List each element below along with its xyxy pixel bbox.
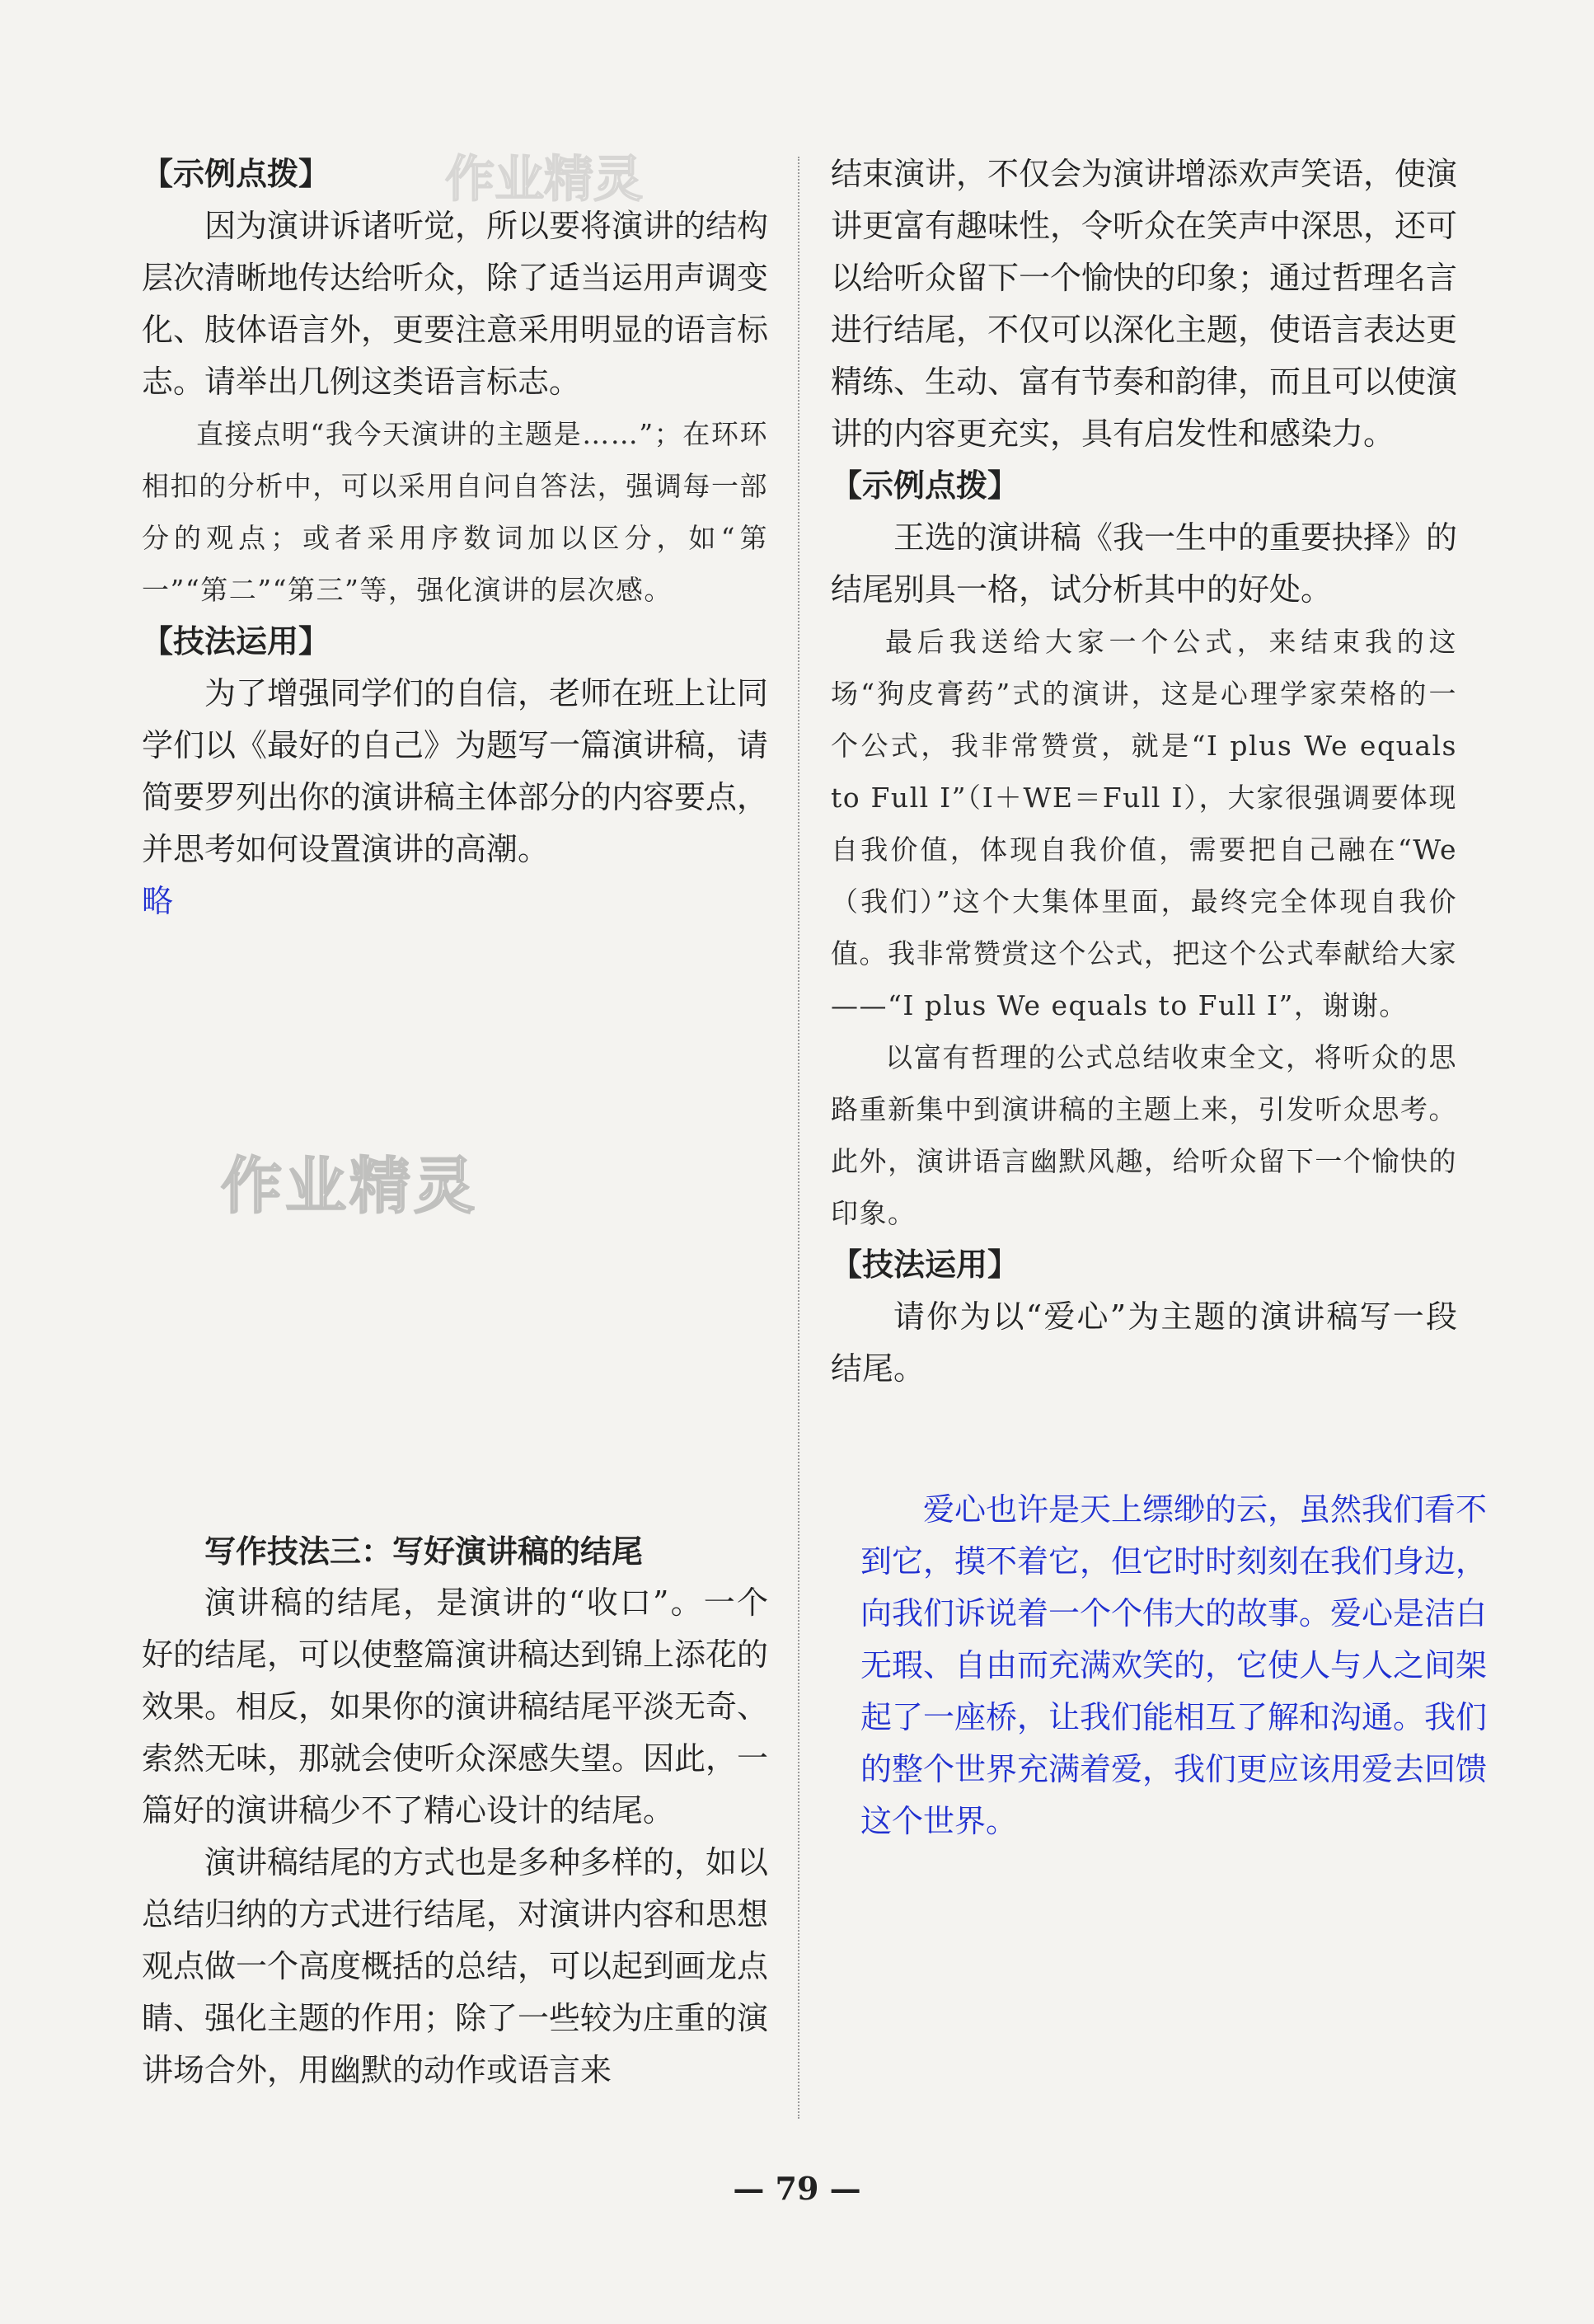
example-excerpt: 最后我送给大家一个公式，来结束我的这场“狗皮膏药”式的演讲，这是心理学家荣格的一个公式，我非常赞赏，就是“I plus We equals to Full I”（I＋WE＝Full I），大家很强调要体现自我价值，体现自我价值，需要把自己融在“We（我们）”这个大集体里面，最终完全体现自我价值。我非常赞赏这个公式，把这个公式奉献给大家——“I plus We equals to Full I”，谢谢。	[831, 626, 1457, 1021]
column-divider	[798, 157, 799, 2119]
section-header-practice: 【技法运用】	[831, 1247, 1020, 1283]
student-answer: 爱心也许是天上缥缈的云，虽然我们看不到它，摸不着它，但它时时刻刻在我们身边，向我们诉说着一个个伟大的故事。爱心是洁白无瑕、自由而充满欢笑的，它使人与人之间架起了一座桥，让我们能相互了解和沟通。我们的整个世界充满着爱，我们更应该用爱去回馈这个世界。	[860, 1491, 1488, 1839]
question-text: 因为演讲诉诸听觉，所以要将演讲的结构层次清晰地传达给听众，除了适当运用声调变化、肢体语言外，更要注意采用明显的语言标志。请举出几例这类语言标志。	[142, 208, 769, 400]
watermark-top: 作业精灵	[445, 151, 643, 209]
right-column	[831, 148, 1457, 1395]
question-text: 王选的演讲稿《我一生中的重要抉择》的结尾别具一格，试分析其中的好处。	[831, 519, 1458, 608]
body-paragraph: 演讲稿结尾的方式也是多种多样的，如以总结归纳的方式进行结尾，对演讲内容和思想观点做一个高度概括的总结，可以起到画龙点睛、强化主题的作用；除了一些较为庄重的演讲场合外，用幽默的动作或语言来	[142, 1844, 769, 2088]
student-answer-block	[860, 1484, 1487, 1847]
body-paragraph-continued: 结束演讲，不仅会为演讲增添欢声笑语，使演讲更富有趣味性，令听众在笑声中深思，还可以给听众留下一个愉快的印象；通过哲理名言进行结尾，不仅可以深化主题，使语言表达更精练、生动、富有节奏和韵律，而且可以使演讲的内容更充实，具有启发性和感染力。	[831, 156, 1458, 452]
left-column	[142, 148, 768, 927]
section-header-practice: 【技法运用】	[142, 623, 331, 660]
question-text: 为了增强同学们的自信，老师在班上让同学们以《最好的自己》为题写一篇演讲稿，请简要罗列出你的演讲稿主体部分的内容要点，并思考如何设置演讲的高潮。	[142, 675, 769, 867]
section-header-example: 【示例点拨】	[142, 156, 331, 192]
section-header-example: 【示例点拨】	[831, 467, 1020, 504]
analysis-text: 以富有哲理的公式总结收束全文，将听众的思路重新集中到演讲稿的主题上来，引发听众思考。此外，演讲语言幽默风趣，给听众留下一个愉快的印象。	[831, 1041, 1457, 1229]
left-column-lower	[142, 1525, 768, 2096]
page-number: — 79 —	[733, 2170, 861, 2207]
question-text: 请你为以“爱心”为主题的演讲稿写一段结尾。	[831, 1298, 1457, 1387]
watermark: 作业精灵	[221, 1151, 478, 1222]
section-title: 写作技法三：写好演讲稿的结尾	[204, 1533, 644, 1570]
student-answer: 略	[142, 883, 174, 919]
body-paragraph: 演讲稿的结尾，是演讲的“收口”。一个好的结尾，可以使整篇演讲稿达到锦上添花的效果。相反，如果你的演讲稿结尾平淡无奇、索然无味，那就会使听众深感失望。因此，一篇好的演讲稿少不了精心设计的结尾。	[142, 1585, 769, 1829]
answer-text: 直接点明“我今天演讲的主题是……”；在环环相扣的分析中，可以采用自问自答法，强调每一部分的观点；或者采用序数词加以区分，如“第一”“第二”“第三”等，强化演讲的层次感。	[142, 418, 768, 606]
